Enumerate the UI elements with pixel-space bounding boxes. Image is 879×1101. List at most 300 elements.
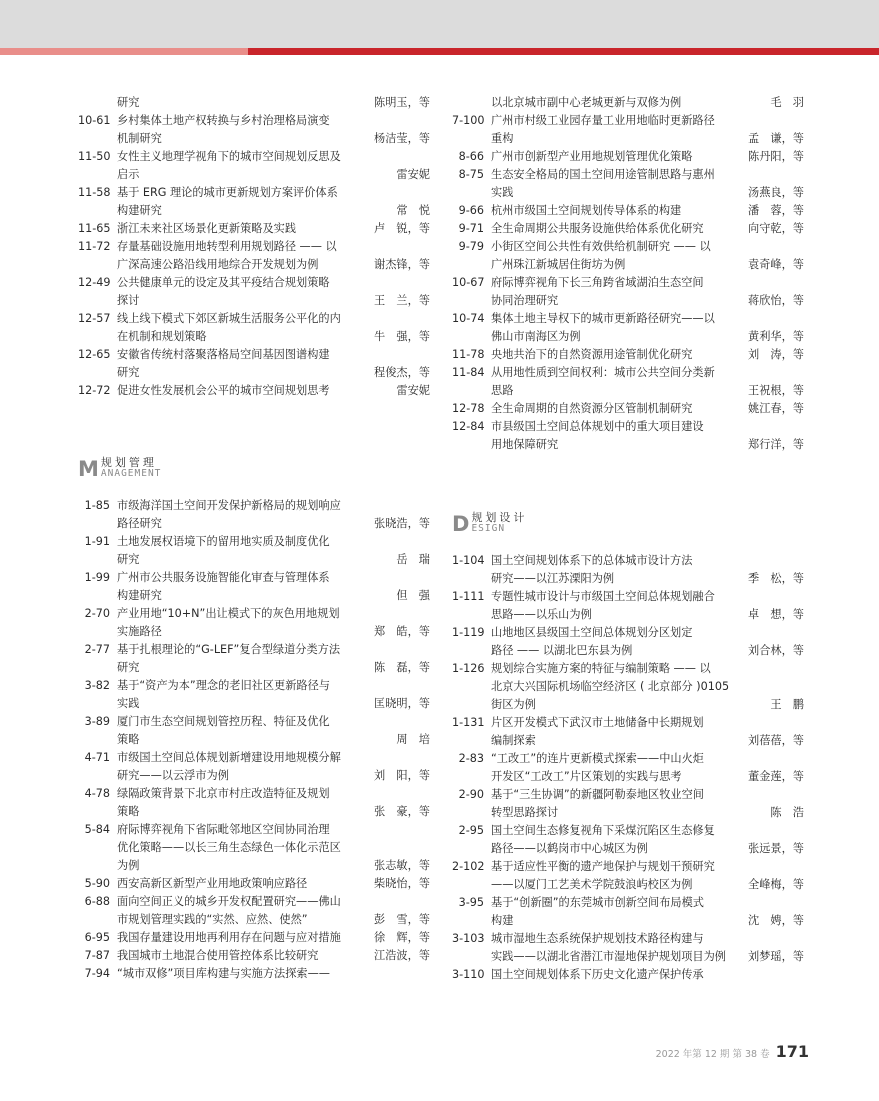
index-entry <box>452 112 807 148</box>
entry-title-line: 街区为例 <box>491 698 536 711</box>
entry-code: 6-88 <box>84 895 110 908</box>
page-footer <box>656 1042 809 1061</box>
entry-title-line: 市级国土空间总体规划新增建设用地规模分解 <box>117 751 341 764</box>
entry-code: 12-78 <box>452 402 485 415</box>
entry-code: 5-90 <box>84 877 110 890</box>
entry-title <box>117 148 363 184</box>
entry-author: 常 悦 <box>396 204 430 217</box>
entry-title <box>491 418 737 454</box>
entry-title <box>491 202 737 220</box>
entry-title-line: 我国存量建设用地再利用存在问题与应对措施 <box>117 931 341 944</box>
entry-title <box>117 821 363 875</box>
entry-title-line: 广州珠江新城居住街坊为例 <box>491 258 626 271</box>
entry-title-line: 产业用地“10+N”出让模式下的灰色用地规划 <box>117 607 340 620</box>
index-entry <box>78 929 433 947</box>
index-entry <box>78 220 433 238</box>
entry-code: 11-50 <box>78 150 111 163</box>
entry-author: 徐 辉，等 <box>374 931 430 944</box>
entry-title <box>491 274 737 310</box>
index-entry <box>452 714 807 750</box>
index-entry <box>78 641 433 677</box>
section-title-en: ANAGEMENT <box>100 468 162 479</box>
entry-title-line: 实践 <box>491 186 514 199</box>
entry-author: 柴晓怡，等 <box>374 877 430 890</box>
entry-title-line: 面向空间正义的城乡开发权配置研究——佛山 <box>117 895 341 908</box>
index-entry <box>452 220 807 238</box>
index-entry <box>452 750 807 786</box>
entry-title-line: 基于“资产为本”理念的老旧社区更新路径与 <box>117 679 330 692</box>
entry-title <box>117 274 363 310</box>
entry-title-line: 山地地区县级国土空间总体规划分区划定 <box>491 626 693 639</box>
entry-code: 7-94 <box>84 967 110 980</box>
entry-title-line: 思路 <box>491 384 514 397</box>
entry-author: 向守乾，等 <box>748 222 804 235</box>
index-entry <box>78 148 433 184</box>
index-entry <box>452 238 807 274</box>
entry-title <box>117 605 363 641</box>
index-entry <box>452 400 807 418</box>
entry-title-line: 研究——以江苏溧阳为例 <box>491 572 615 585</box>
entry-title-line: 市县级国土空间总体规划中的重大项目建设 <box>491 420 704 433</box>
entry-title <box>117 310 363 346</box>
entry-author: 匡晓明，等 <box>374 697 430 710</box>
entry-title-line: 基于适应性平衡的遗产地保护与规划干预研究 <box>491 860 715 873</box>
entry-author: 程俊杰，等 <box>374 366 430 379</box>
entry-author: 王 鹏 <box>770 698 804 711</box>
entry-title <box>117 713 363 749</box>
index-entry <box>78 94 433 112</box>
entry-title <box>117 893 363 929</box>
index-entry <box>78 112 433 148</box>
entry-title-line: 公共健康单元的设定及其平疫结合规划策略 <box>117 276 330 289</box>
index-entry <box>452 660 807 714</box>
index-entry <box>78 785 433 821</box>
index-entry <box>452 274 807 310</box>
entry-title-line: 乡村集体土地产权转换与乡村治理格局演变 <box>117 114 330 127</box>
entry-title-line: 线上线下模式下郊区新城生活服务公平化的内 <box>117 312 341 325</box>
entry-title-line: 绿隔政策背景下北京市村庄改造特征及规划 <box>117 787 330 800</box>
entry-title <box>491 588 737 624</box>
section-initial-letter: M <box>78 457 98 481</box>
index-entry <box>78 605 433 641</box>
entry-author: 陈明玉，等 <box>374 96 430 109</box>
entry-code: 10-74 <box>452 312 485 325</box>
entry-title <box>117 94 363 112</box>
entry-title <box>117 184 363 220</box>
entry-author: 彭 雪，等 <box>374 913 430 926</box>
entry-code: 5-84 <box>84 823 110 836</box>
entry-title <box>491 166 737 202</box>
entry-title <box>491 220 737 238</box>
index-entry <box>78 749 433 785</box>
index-entry <box>78 875 433 893</box>
entry-title <box>491 148 737 166</box>
top-band <box>0 0 879 48</box>
entry-author: 刘合林，等 <box>748 644 804 657</box>
entry-title-line: 基于“三生协调”的新疆阿勒泰地区牧业空间 <box>491 788 704 801</box>
entry-author: 刘梦瑶，等 <box>748 950 804 963</box>
entry-author: 毛 羽 <box>770 96 804 109</box>
entry-title-line: 北京大兴国际机场临空经济区 ( 北京部分 )0105 <box>491 680 730 693</box>
entry-author: 袁奇峰，等 <box>748 258 804 271</box>
entry-title <box>117 875 363 893</box>
entry-title <box>491 112 737 148</box>
entry-title-line: 协同治理研究 <box>491 294 559 307</box>
entry-author: 江浩波，等 <box>374 949 430 962</box>
index-entry <box>78 382 433 400</box>
entry-author: 杨洁莹，等 <box>374 132 430 145</box>
entry-author: 董金莲，等 <box>748 770 804 783</box>
entry-title <box>491 660 737 714</box>
entry-code: 6-95 <box>84 931 110 944</box>
entry-author: 蒋欣怡，等 <box>748 294 804 307</box>
entry-title-line: 佛山市南海区为例 <box>491 330 581 343</box>
entry-title <box>117 929 363 947</box>
entry-author: 潘 蓉，等 <box>748 204 804 217</box>
entry-code: 1-99 <box>84 571 110 584</box>
index-entry <box>452 148 807 166</box>
entry-author: 全峰梅，等 <box>748 878 804 891</box>
index-entry <box>78 965 433 983</box>
entry-author: 张晓浩，等 <box>374 517 430 530</box>
entry-code: 2-83 <box>458 752 484 765</box>
entry-title <box>117 497 363 533</box>
entry-title-line: 从用地性质到空间权利：城市公共空间分类新 <box>491 366 715 379</box>
entry-title <box>491 364 737 400</box>
entry-title-line: 构建研究 <box>117 589 162 602</box>
entry-author: 郑 皓，等 <box>374 625 430 638</box>
entry-title <box>117 785 363 821</box>
entry-author: 刘 涛，等 <box>748 348 804 361</box>
entry-author: 郑行洋，等 <box>748 438 804 451</box>
entry-code: 2-102 <box>452 860 485 873</box>
entry-author: 王 兰，等 <box>374 294 430 307</box>
entry-title-line: 构建研究 <box>117 204 162 217</box>
entry-title-line: 存量基础设施用地转型利用规划路径 —— 以 <box>117 240 337 253</box>
entry-title-line: 国土空间生态修复视角下采煤沉陷区生态修复 <box>491 824 715 837</box>
entry-title-line: 重构 <box>491 132 514 145</box>
entry-title <box>117 220 363 238</box>
entry-author: 陈 磊，等 <box>374 661 430 674</box>
index-entry <box>452 166 807 202</box>
entry-title <box>491 238 737 274</box>
index-entry <box>452 202 807 220</box>
entry-code: 1-119 <box>452 626 485 639</box>
index-entry <box>452 966 807 984</box>
index-entry <box>78 238 433 274</box>
entry-code: 1-85 <box>84 499 110 512</box>
entry-code: 1-111 <box>452 590 485 603</box>
entry-title <box>491 714 737 750</box>
entry-code: 4-78 <box>84 787 110 800</box>
entry-title <box>117 677 363 713</box>
top-accent-bar-right <box>248 48 879 55</box>
entry-title-line: 集体土地主导权下的城市更新路径研究——以 <box>491 312 715 325</box>
entry-code: 12-57 <box>78 312 111 325</box>
entry-author: 陈 浩 <box>770 806 804 819</box>
entry-author: 姚江春，等 <box>748 402 804 415</box>
entry-title-line: 启示 <box>117 168 140 181</box>
entry-title-line: 开发区“工改工”片区策划的实践与思考 <box>491 770 682 783</box>
entry-title-line: 用地保障研究 <box>491 438 559 451</box>
entry-title-line: 国土空间规划体系下的总体城市设计方法 <box>491 554 693 567</box>
index-entry <box>452 552 807 588</box>
entry-title <box>117 569 363 605</box>
entry-author: 王祝根，等 <box>748 384 804 397</box>
entry-title-line: 基于扎根理论的“G-LEF”复合型绿道分类方法 <box>117 643 341 656</box>
entry-title-line: 以北京城市副中心老城更新与双修为例 <box>491 96 682 109</box>
entry-author: 刘 阳，等 <box>374 769 430 782</box>
entry-author: 张志敏，等 <box>374 859 430 872</box>
entry-title-line: 研究 <box>117 661 140 674</box>
entry-title-line: 央地共治下的自然资源用途管制优化研究 <box>491 348 693 361</box>
entry-title-line: 国土空间规划体系下历史文化遗产保护传承 <box>491 968 704 981</box>
entry-title <box>491 552 737 588</box>
entry-title-line: 广州市村级工业园存量工业用地临时更新路径 <box>491 114 715 127</box>
entry-author: 张远景，等 <box>748 842 804 855</box>
entry-author: 张 豪，等 <box>374 805 430 818</box>
entry-title-line: 土地发展权语境下的留用地实质及制度优化 <box>117 535 330 548</box>
entry-title <box>491 786 737 822</box>
entry-author: 周 培 <box>396 733 430 746</box>
index-entry <box>78 569 433 605</box>
entry-code: 7-100 <box>452 114 485 127</box>
entry-title-line: 路径研究 <box>117 517 162 530</box>
index-entry <box>78 533 433 569</box>
entry-code: 9-79 <box>458 240 484 253</box>
entry-author: 刘蓓蓓，等 <box>748 734 804 747</box>
entry-title-line: 广州市公共服务设施智能化审查与管理体系 <box>117 571 330 584</box>
entry-title <box>117 947 363 965</box>
section-heading-management <box>78 457 161 479</box>
page-number: 171 <box>775 1042 809 1061</box>
entry-title-line: 广深高速公路沿线用地综合开发规划为例 <box>117 258 319 271</box>
entry-title <box>491 894 737 930</box>
index-entry <box>78 310 433 346</box>
entry-code: 4-71 <box>84 751 110 764</box>
entry-title <box>491 400 737 418</box>
entry-author: 卢 锐，等 <box>374 222 430 235</box>
entry-title-line: 在机制和规划策略 <box>117 330 207 343</box>
index-entry <box>452 588 807 624</box>
entry-code: 11-72 <box>78 240 111 253</box>
entry-title-line: “城市双修”项目库构建与实施方法探索—— <box>117 967 330 980</box>
entry-title-line: 编制探索 <box>491 734 536 747</box>
index-entry <box>78 497 433 533</box>
entry-title <box>117 112 363 148</box>
index-entry <box>78 184 433 220</box>
index-entry <box>452 624 807 660</box>
index-entry <box>78 713 433 749</box>
entry-title-line: 思路——以乐山为例 <box>491 608 592 621</box>
entry-title-line: 我国城市土地混合使用管控体系比较研究 <box>117 949 319 962</box>
index-entry <box>452 858 807 894</box>
entry-title-line: 西安高新区新型产业用地政策响应路径 <box>117 877 308 890</box>
entry-title-line: 为例 <box>117 859 140 872</box>
entry-title <box>117 965 363 983</box>
entry-author: 岳 瑞 <box>396 553 430 566</box>
entry-title <box>491 310 737 346</box>
entry-author: 但 强 <box>396 589 430 602</box>
entry-title-line: 实践 <box>117 697 140 710</box>
entry-title-line: 专题性城市设计与市级国土空间总体规划融合 <box>491 590 715 603</box>
entry-code: 1-126 <box>452 662 485 675</box>
entry-title-line: 厦门市生态空间规划管控历程、特征及优化 <box>117 715 330 728</box>
entry-title-line: 生态安全格局的国土空间用途管制思路与惠州 <box>491 168 715 181</box>
entry-title <box>491 346 737 364</box>
index-entry <box>78 346 433 382</box>
index-entry <box>78 821 433 875</box>
entry-title-line: 规划综合实施方案的特征与编制策略 —— 以 <box>491 662 711 675</box>
entry-title-line: 策略 <box>117 733 140 746</box>
entry-title-line: 优化策略——以长三角生态绿色一体化示范区 <box>117 841 341 854</box>
entry-code: 3-89 <box>84 715 110 728</box>
entry-title-line: 实施路径 <box>117 625 162 638</box>
issue-info: 2022 年第 12 期 第 38 卷 <box>655 1049 770 1060</box>
entry-title-line: 全生命周期的自然资源分区管制机制研究 <box>491 402 693 415</box>
index-entry <box>78 274 433 310</box>
entry-title-line: 构建 <box>491 914 514 927</box>
entry-title-line: 转型思路探讨 <box>491 806 559 819</box>
index-entry <box>452 930 807 966</box>
index-entry <box>452 786 807 822</box>
entry-author: 卓 想，等 <box>748 608 804 621</box>
entry-code: 12-49 <box>78 276 111 289</box>
entry-author: 黄利华，等 <box>748 330 804 343</box>
top-accent-bar-left <box>0 48 248 55</box>
entry-author: 陈丹阳，等 <box>748 150 804 163</box>
entry-title-line: “工改工”的连片更新模式探索——中山火炬 <box>491 752 704 765</box>
entry-title-line: 小街区空间公共性有效供给机制研究 —— 以 <box>491 240 711 253</box>
entry-title-line: 研究——以云浮市为例 <box>117 769 229 782</box>
entry-title <box>117 346 363 382</box>
index-entry <box>452 894 807 930</box>
index-entry <box>452 310 807 346</box>
entry-code: 3-95 <box>458 896 484 909</box>
entry-author: 牛 强，等 <box>374 330 430 343</box>
entry-code: 7-87 <box>84 949 110 962</box>
entry-code: 12-72 <box>78 384 111 397</box>
entry-title <box>491 858 737 894</box>
entry-code: 10-67 <box>452 276 485 289</box>
entry-code: 11-84 <box>452 366 485 379</box>
entry-title-line: 府际博弈视角下长三角跨省域湖泊生态空间 <box>491 276 704 289</box>
entry-title <box>491 94 737 112</box>
entry-code: 1-104 <box>452 554 485 567</box>
entry-code: 2-77 <box>84 643 110 656</box>
entry-title-line: 实践——以湖北省潜江市湿地保护规划项目为例 <box>491 950 726 963</box>
entry-code: 3-110 <box>452 968 485 981</box>
entry-title-line: 路径 —— 以湖北巴东县为例 <box>491 644 633 657</box>
entry-title <box>491 750 737 786</box>
section-label <box>471 512 527 534</box>
entry-code: 11-58 <box>78 186 111 199</box>
entry-title-line: 浙江未来社区场景化更新策略及实践 <box>117 222 297 235</box>
entry-code: 1-131 <box>452 716 485 729</box>
entry-title <box>491 624 737 660</box>
entry-title-line: 市规划管理实践的“实然、应然、使然” <box>117 913 308 926</box>
entry-title <box>491 966 737 984</box>
section-initial-letter: D <box>452 512 469 536</box>
entry-title-line: ——以厦门工艺美术学院鼓浪屿校区为例 <box>491 878 693 891</box>
entry-title-line: 府际博弈视角下省际毗邻地区空间协同治理 <box>117 823 330 836</box>
entry-title-line: 杭州市级国土空间规划传导体系的构建 <box>491 204 682 217</box>
entry-code: 9-71 <box>458 222 484 235</box>
entry-title-line: 研究 <box>117 96 140 109</box>
entry-title-line: 路径——以鹤岗市中心城区为例 <box>491 842 648 855</box>
entry-title-line: 广州市创新型产业用地规划管理优化策略 <box>491 150 693 163</box>
index-entry <box>78 947 433 965</box>
entry-title <box>491 930 737 966</box>
index-entry <box>452 418 807 454</box>
entry-code: 2-95 <box>458 824 484 837</box>
index-entry <box>452 822 807 858</box>
index-entry <box>452 364 807 400</box>
entry-code: 8-75 <box>458 168 484 181</box>
entry-title-line: 策略 <box>117 805 140 818</box>
entry-code: 1-91 <box>84 535 110 548</box>
entry-title-line: 市级海洋国土空间开发保护新格局的规划响应 <box>117 499 341 512</box>
entry-code: 3-82 <box>84 679 110 692</box>
entry-author: 雷安妮 <box>396 168 430 181</box>
index-entry <box>452 346 807 364</box>
entry-title-line: 探讨 <box>117 294 140 307</box>
section-title-zh: 规划设计 <box>471 511 528 524</box>
entry-title <box>491 822 737 858</box>
entry-code: 9-66 <box>458 204 484 217</box>
entry-title-line: 研究 <box>117 366 140 379</box>
entry-code: 3-103 <box>452 932 485 945</box>
section-heading-design <box>452 512 527 534</box>
section-label <box>101 457 161 479</box>
entry-author: 汤燕良，等 <box>748 186 804 199</box>
entry-code: 8-66 <box>458 150 484 163</box>
entry-title-line: 机制研究 <box>117 132 162 145</box>
entry-code: 12-84 <box>452 420 485 433</box>
entry-title-line: 安徽省传统村落聚落格局空间基因图谱构建 <box>117 348 330 361</box>
entry-author: 沈 娉，等 <box>748 914 804 927</box>
entry-code: 11-65 <box>78 222 111 235</box>
index-entry <box>452 94 807 112</box>
entry-code: 12-65 <box>78 348 111 361</box>
section-title-en: ESIGN <box>471 523 506 534</box>
section-title-zh: 规划管理 <box>100 456 157 469</box>
entry-title-line: 研究 <box>117 553 140 566</box>
entry-title <box>117 238 363 274</box>
entry-author: 孟 谦，等 <box>748 132 804 145</box>
entry-author: 季 松，等 <box>748 572 804 585</box>
entry-title <box>117 533 363 569</box>
entry-title-line: 片区开发模式下武汉市土地储备中长期规划 <box>491 716 704 729</box>
index-entry <box>78 893 433 929</box>
index-entry <box>78 677 433 713</box>
entry-title-line: 女性主义地理学视角下的城市空间规划反思及 <box>117 150 341 163</box>
entry-title-line: 全生命周期公共服务设施供给体系优化研究 <box>491 222 704 235</box>
entry-title <box>117 382 363 400</box>
entry-code: 11-78 <box>452 348 485 361</box>
entry-title <box>117 749 363 785</box>
entry-title <box>117 641 363 677</box>
entry-title-line: 城市湿地生态系统保护规划技术路径构建与 <box>491 932 704 945</box>
entry-title-line: 基于 ERG 理论的城市更新规划方案评价体系 <box>117 186 338 199</box>
entry-title-line: 基于“创新圈”的东莞城市创新空间布局模式 <box>491 896 704 909</box>
entry-code: 2-90 <box>458 788 484 801</box>
entry-code: 2-70 <box>84 607 110 620</box>
entry-code: 10-61 <box>78 114 111 127</box>
entry-title-line: 促进女性发展机会公平的城市空间规划思考 <box>117 384 330 397</box>
entry-author: 雷安妮 <box>396 384 430 397</box>
entry-author: 谢杰锋，等 <box>374 258 430 271</box>
